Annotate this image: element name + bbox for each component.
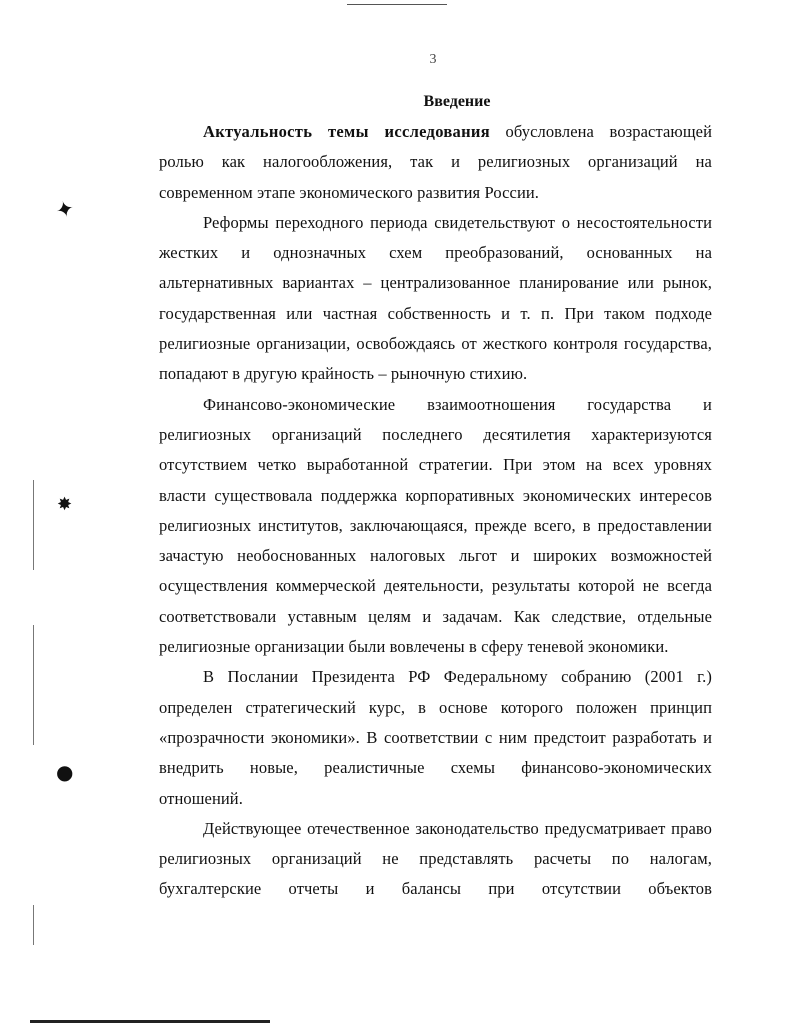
paragraph-text: обусловлена возрастающей ролью как налогообложения, так и религиозных организаций на современном этапе экономического развития России.	[159, 122, 713, 202]
paragraph-relations	[159, 390, 712, 663]
scan-speck-icon: ●	[56, 760, 74, 784]
paragraph-president-message	[159, 662, 712, 813]
scan-speck-icon: ✦	[53, 196, 78, 225]
page-number: 3	[429, 52, 437, 67]
paragraph-lead: Актуальность темы исследования	[203, 122, 490, 141]
paragraph-reforms	[159, 208, 712, 390]
paragraph-text: Финансово-экономические взаимоотношения государства и религиозных организаций последнего десятилетия характеризуются отсутствием четко выработанной стратегии. При этом на всех уровнях власти существовала поддержка корпоративных экономических интересов религиозных институтов, заключающаяся, прежде всего, в предоставлении зачастую необоснованных налоговых льгот и широких возможностей осуществления коммерческой деятельности, результаты которой не всегда соответствовали уставным целям и задачам. Как следствие, отдельные религиозные организации были вовлечены в сферу теневой экономики.	[159, 394, 712, 657]
paragraph-text: Действующее отечественное законодательство предусматривает право религиозных организаций не представлять расчеты по налогам, бухгалтерские отчеты и балансы при отсутствии объектов	[159, 818, 712, 899]
scan-margin-line	[33, 480, 34, 570]
paragraph-text: В Послании Президента РФ Федеральному собранию (2001 г.) определен стратегический курс, в основе которого положен принцип «прозрачности экономики». В соответствии с ним предстоит разработать и внедрить новые, реалистичные схемы финансово-экономических отношений.	[159, 667, 712, 808]
scan-margin-line	[33, 625, 34, 745]
scan-margin-line	[33, 905, 34, 945]
document-body	[159, 117, 712, 905]
section-heading: Введение	[423, 93, 491, 110]
scan-speck-icon: ✸	[57, 494, 73, 515]
paragraph-relevance	[159, 117, 712, 208]
scan-top-rule	[347, 4, 447, 5]
scan-bottom-rule	[30, 1020, 270, 1023]
paragraph-text: Реформы переходного периода свидетельствуют о несостоятельности жестких и однозначных схем преобразований, основанных на альтернативных вариантах – централизованное планирование или рынок, государственная или частная собственность и т. п. При таком подходе религиозные организации, освобождаясь от жесткого контроля государства, попадают в другую крайность – рыночную стихию.	[159, 212, 712, 384]
paragraph-legislation	[159, 814, 712, 905]
